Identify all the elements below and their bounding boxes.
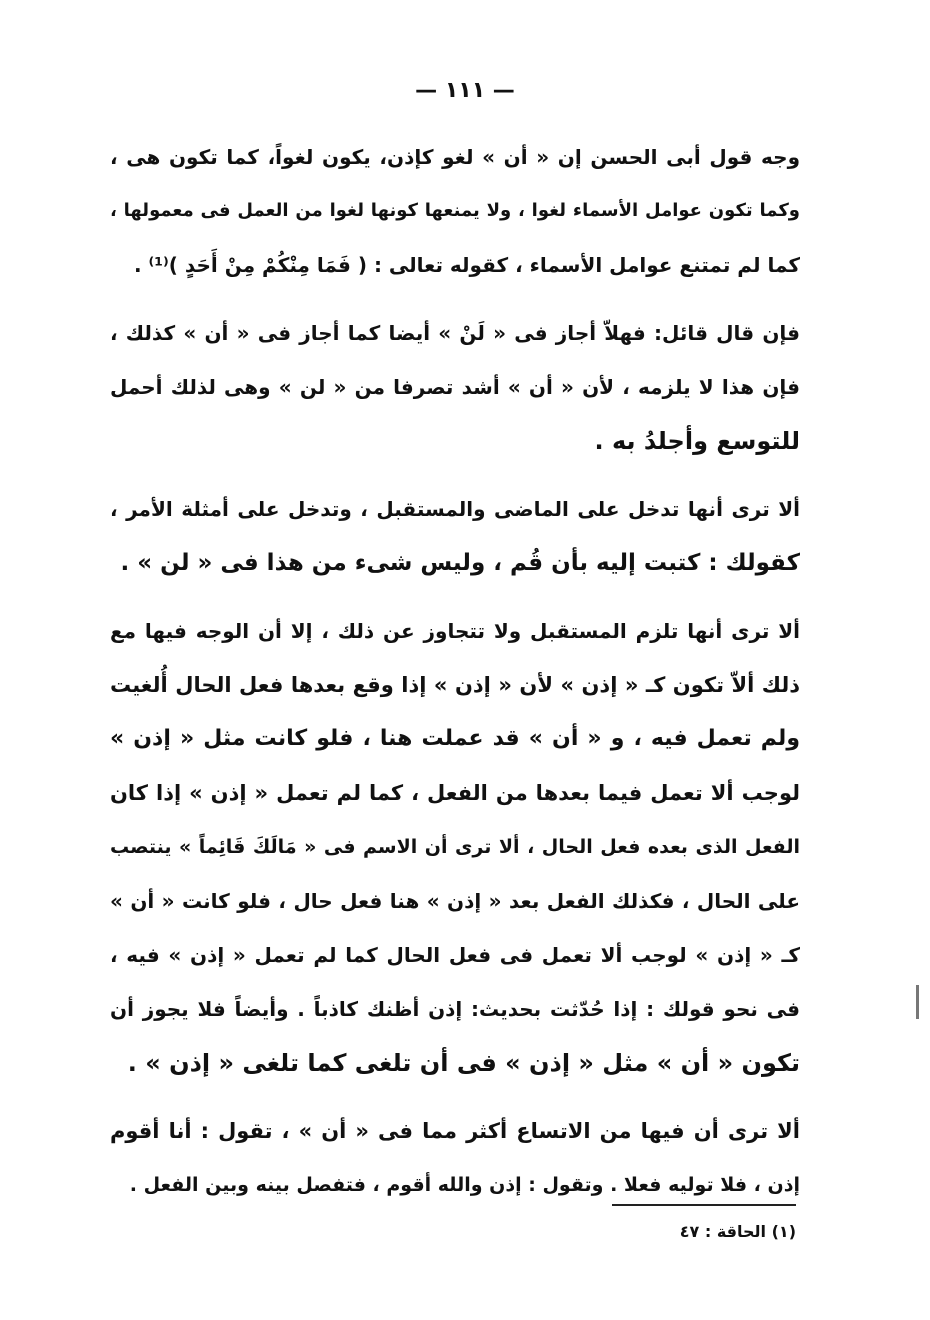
paragraph xyxy=(110,604,800,1090)
body-text xyxy=(110,130,800,1226)
text-line: كـ « إذن » لوجب ألا تعمل فى فعل الحال كما لم تعمل « إذن » فيه ، xyxy=(110,943,800,967)
text-line: فإن قال قائل: فهلاّ أجاز فى « لَنْ » أيضا كما أجاز فى « أن » كذلك ، xyxy=(110,321,800,345)
text-line: ألا ترى أنها تلزم المستقبل ولا تتجاوز عن ذلك ، إلا أن الوجه فيها مع xyxy=(110,619,800,643)
text-line: لوجب ألا تعمل فيما بعدها من الفعل ، كما لم تعمل « إذن » إذا كان xyxy=(110,781,800,805)
text-line: ذلك ألاّ تكون كـ « إذن » لأن « إذن » إذا وقع بعدها فعل الحال أُلغيت xyxy=(110,673,800,697)
text-line: فى نحو قولك : إذا حُدّثت بحديث: إذن أظنك كاذباً . وأيضاً فلا يجوز أن xyxy=(110,997,800,1021)
text-line: وكما تكون عوامل الأسماء لغوا ، ولا يمنعها كونها لغوا من العمل فى معمولها ، xyxy=(110,200,800,221)
text-line: وجه قول أبى الحسن إن « أن » لغو كإذن، يكون لغواً، كما تكون هى ، xyxy=(110,145,800,169)
paragraph xyxy=(110,306,800,468)
page-number: — ١١١ — xyxy=(415,78,515,103)
text-line: للتوسع وأجلدُ به . xyxy=(594,427,800,455)
text-line: ولم تعمل فيه ، و « أن » قد عملت هنا ، فلو كانت مثل « إذن » xyxy=(110,726,800,751)
paragraph xyxy=(110,130,800,292)
paragraph xyxy=(110,1104,800,1212)
text-line: كقولك : كتبت إليه بأن قُم ، وليس شىء من هذا فى « لن » . xyxy=(120,550,800,576)
paragraph xyxy=(110,482,800,590)
text-line: فإن هذا لا يلزمه ، لأن « أن » أشد تصرفا من « لن » وهى لذلك أحمل xyxy=(110,375,800,399)
text-line: ألا ترى أن فيها من الاتساع أكثر مما فى « أن » ، تقول : أنا أقوم xyxy=(110,1119,800,1143)
text-line: الفعل الذى بعده فعل الحال ، ألا ترى أن الاسم فى « مَالَكَ قَائِماً » ينتصب xyxy=(110,836,800,858)
footnote-divider xyxy=(612,1204,796,1206)
text-line: كما لم تمتنع عوامل الأسماء ، كقوله تعالى : ( فَمَا مِنْكُمْ مِنْ أَحَدٍ )⁽¹⁾ . xyxy=(133,253,800,277)
text-line: إذن ، فلا توليه فعلا . وتقول : إذن والله أقوم ، فتفصل بينه وبين الفعل . xyxy=(129,1174,800,1196)
footnote: (١) الحاقة : ٤٧ xyxy=(679,1222,796,1241)
text-line: على الحال ، فكذلك الفعل بعد « إذن » هنا فعل حال ، فلو كانت « أن » xyxy=(110,889,800,913)
scan-mark xyxy=(916,985,919,1019)
text-line: تكون « أن » مثل « إذن » فى أن تلغى كما تلغى « إذن » . xyxy=(127,1049,800,1077)
text-line: ألا ترى أنها تدخل على الماضى والمستقبل ، وتدخل على أمثلة الأمر ، xyxy=(110,497,800,521)
